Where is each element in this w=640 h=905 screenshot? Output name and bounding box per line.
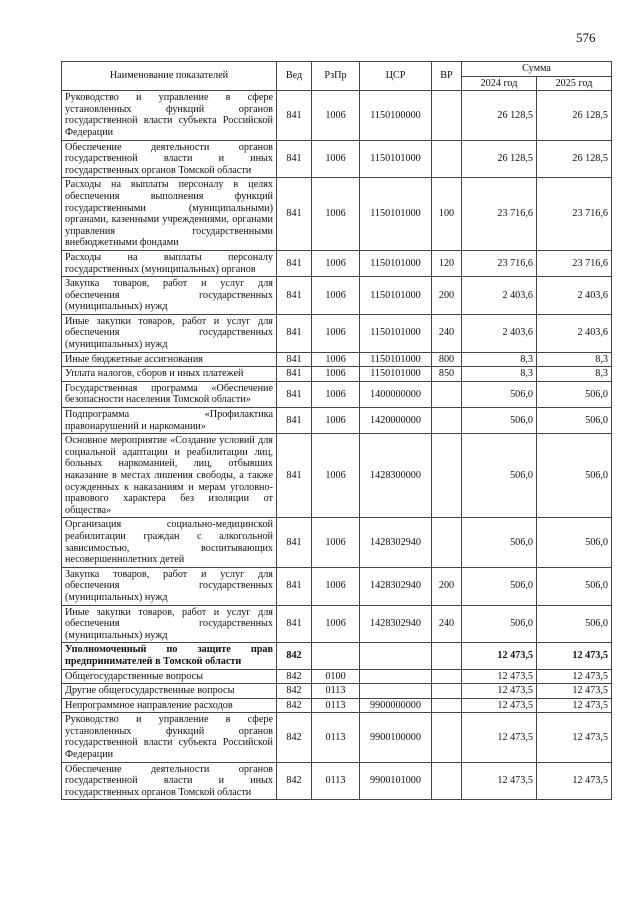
row-rzpr: 1006 (312, 367, 360, 382)
row-csr: 1150101000 (360, 178, 432, 251)
table-body (62, 91, 612, 800)
row-vr (432, 684, 462, 699)
row-vr: 240 (432, 314, 462, 352)
row-ved: 841 (277, 408, 312, 434)
row-sum-2024: 12 473,5 (462, 698, 537, 713)
row-name: Другие общегосударственные вопросы (62, 684, 277, 699)
row-vr (432, 91, 462, 140)
row-sum-2024: 12 473,5 (462, 669, 537, 684)
row-name: Уполномоченный по защите прав предпринимателей в Томской области (62, 643, 277, 669)
row-csr: 1428302940 (360, 567, 432, 605)
row-name: Закупка товаров, работ и услуг для обеспечения государственных (муниципальных) нужд (62, 567, 277, 605)
row-name: Подпрограмма «Профилактика правонарушений и наркомании» (62, 408, 277, 434)
row-sum-2024: 26 128,5 (462, 91, 537, 140)
row-name: Основное мероприятие «Создание условий для социальной адаптации и реабилитации лиц, больных наркоманией, лиц, отбывших наказание в местах лишения свободы, а также осужденных к наказаниям и мерам уголовно-правового характера без изоляции от общества» (62, 434, 277, 518)
row-csr (360, 669, 432, 684)
row-ved: 841 (277, 314, 312, 352)
row-vr (432, 669, 462, 684)
row-csr: 1428302940 (360, 518, 432, 567)
row-sum-2025: 12 473,5 (537, 762, 612, 800)
row-vr (432, 713, 462, 762)
row-rzpr: 1006 (312, 91, 360, 140)
row-csr: 1400000000 (360, 381, 432, 407)
table-row (62, 684, 612, 699)
row-sum-2024: 12 473,5 (462, 643, 537, 669)
row-vr (432, 518, 462, 567)
row-ved: 841 (277, 277, 312, 315)
row-ved: 841 (277, 567, 312, 605)
row-sum-2025: 506,0 (537, 381, 612, 407)
table-row (62, 713, 612, 762)
table-header (62, 62, 612, 91)
row-sum-2024: 12 473,5 (462, 762, 537, 800)
row-vr: 800 (432, 352, 462, 367)
table-row (62, 352, 612, 367)
header-ved: Вед (277, 62, 312, 91)
table-row (62, 178, 612, 251)
table-row (62, 314, 612, 352)
row-sum-2024: 506,0 (462, 434, 537, 518)
row-name: Расходы на выплаты персоналу государственных (муниципальных) органов (62, 250, 277, 276)
row-sum-2025: 26 128,5 (537, 140, 612, 178)
row-ved: 842 (277, 643, 312, 669)
row-sum-2025: 2 403,6 (537, 314, 612, 352)
row-csr: 1150101000 (360, 352, 432, 367)
table-row (62, 643, 612, 669)
row-name: Обеспечение деятельности органов государственной власти и иных государственных органов Томской области (62, 140, 277, 178)
row-ved: 841 (277, 518, 312, 567)
row-rzpr: 0113 (312, 698, 360, 713)
row-sum-2024: 23 716,6 (462, 250, 537, 276)
row-csr: 1150100000 (360, 91, 432, 140)
row-sum-2024: 2 403,6 (462, 314, 537, 352)
row-sum-2024: 2 403,6 (462, 277, 537, 315)
row-sum-2024: 8,3 (462, 367, 537, 382)
row-sum-2025: 506,0 (537, 434, 612, 518)
row-rzpr: 0113 (312, 684, 360, 699)
row-rzpr: 1006 (312, 605, 360, 643)
row-rzpr: 1006 (312, 314, 360, 352)
row-csr: 1420000000 (360, 408, 432, 434)
row-name: Закупка товаров, работ и услуг для обеспечения государственных (муниципальных) нужд (62, 277, 277, 315)
row-ved: 841 (277, 605, 312, 643)
row-sum-2024: 8,3 (462, 352, 537, 367)
header-year-2025: 2025 год (537, 76, 612, 91)
row-rzpr: 1006 (312, 277, 360, 315)
row-sum-2024: 26 128,5 (462, 140, 537, 178)
row-name: Обеспечение деятельности органов государственной власти и иных государственных органов Томской области (62, 762, 277, 800)
row-csr: 1428300000 (360, 434, 432, 518)
row-csr: 9900100000 (360, 713, 432, 762)
table-row (62, 140, 612, 178)
header-sum: Сумма (462, 62, 612, 77)
row-csr: 1150101000 (360, 277, 432, 315)
row-sum-2024: 506,0 (462, 567, 537, 605)
row-vr: 120 (432, 250, 462, 276)
table-row (62, 518, 612, 567)
row-vr: 100 (432, 178, 462, 251)
row-rzpr: 0113 (312, 713, 360, 762)
row-ved: 841 (277, 352, 312, 367)
row-name: Руководство и управление в сфере установленных функций органов государственной власти субъекта Российской Федерации (62, 713, 277, 762)
row-sum-2024: 12 473,5 (462, 713, 537, 762)
table-row (62, 434, 612, 518)
row-sum-2025: 8,3 (537, 352, 612, 367)
row-name: Общегосударственные вопросы (62, 669, 277, 684)
row-name: Иные закупки товаров, работ и услуг для обеспечения государственных (муниципальных) нужд (62, 605, 277, 643)
row-sum-2025: 12 473,5 (537, 669, 612, 684)
row-ved: 841 (277, 91, 312, 140)
row-vr: 240 (432, 605, 462, 643)
row-ved: 841 (277, 250, 312, 276)
row-vr (432, 434, 462, 518)
row-vr (432, 140, 462, 178)
row-ved: 841 (277, 381, 312, 407)
row-rzpr: 0100 (312, 669, 360, 684)
header-year-2024: 2024 год (462, 76, 537, 91)
row-ved: 842 (277, 713, 312, 762)
table-row (62, 567, 612, 605)
table-row (62, 408, 612, 434)
row-name: Расходы на выплаты персоналу в целях обеспечения выполнения функций государственными (муниципальными) органами, казенными учреждениями, органами управления государственными внебюджетными фондами (62, 178, 277, 251)
budget-table (61, 61, 612, 800)
table-row (62, 762, 612, 800)
row-csr: 1428302940 (360, 605, 432, 643)
row-ved: 841 (277, 140, 312, 178)
row-rzpr: 1006 (312, 408, 360, 434)
table-row (62, 367, 612, 382)
row-csr: 1150101000 (360, 314, 432, 352)
row-sum-2025: 23 716,6 (537, 250, 612, 276)
row-vr: 200 (432, 567, 462, 605)
row-rzpr: 1006 (312, 250, 360, 276)
row-csr: 1150101000 (360, 367, 432, 382)
row-sum-2025: 2 403,6 (537, 277, 612, 315)
row-csr (360, 643, 432, 669)
page-number: 576 (576, 30, 596, 45)
row-sum-2025: 8,3 (537, 367, 612, 382)
row-sum-2024: 23 716,6 (462, 178, 537, 251)
row-name: Государственная программа «Обеспечение безопасности населения Томской области» (62, 381, 277, 407)
row-csr: 1150101000 (360, 250, 432, 276)
header-vr: ВР (432, 62, 462, 91)
table-row (62, 91, 612, 140)
row-ved: 842 (277, 762, 312, 800)
row-csr (360, 684, 432, 699)
row-csr: 1150101000 (360, 140, 432, 178)
row-vr (432, 643, 462, 669)
row-name: Непрограммное направление расходов (62, 698, 277, 713)
row-sum-2024: 506,0 (462, 518, 537, 567)
row-ved: 841 (277, 367, 312, 382)
row-sum-2025: 506,0 (537, 567, 612, 605)
row-sum-2024: 506,0 (462, 381, 537, 407)
table-row (62, 698, 612, 713)
table-row (62, 277, 612, 315)
row-name: Иные бюджетные ассигнования (62, 352, 277, 367)
row-ved: 841 (277, 178, 312, 251)
row-vr: 850 (432, 367, 462, 382)
row-rzpr: 1006 (312, 518, 360, 567)
row-sum-2025: 23 716,6 (537, 178, 612, 251)
row-vr (432, 381, 462, 407)
row-rzpr: 1006 (312, 178, 360, 251)
row-sum-2024: 12 473,5 (462, 684, 537, 699)
row-vr: 200 (432, 277, 462, 315)
row-vr (432, 762, 462, 800)
row-vr (432, 698, 462, 713)
row-sum-2025: 506,0 (537, 605, 612, 643)
row-sum-2025: 12 473,5 (537, 713, 612, 762)
row-rzpr: 1006 (312, 381, 360, 407)
row-sum-2024: 506,0 (462, 408, 537, 434)
header-csr: ЦСР (360, 62, 432, 91)
row-ved: 842 (277, 684, 312, 699)
table-row (62, 605, 612, 643)
row-name: Иные закупки товаров, работ и услуг для обеспечения государственных (муниципальных) нужд (62, 314, 277, 352)
row-rzpr: 1006 (312, 140, 360, 178)
row-ved: 842 (277, 669, 312, 684)
row-rzpr: 1006 (312, 434, 360, 518)
row-sum-2024: 506,0 (462, 605, 537, 643)
row-vr (432, 408, 462, 434)
table-row (62, 669, 612, 684)
row-sum-2025: 506,0 (537, 408, 612, 434)
row-rzpr: 1006 (312, 567, 360, 605)
row-rzpr (312, 643, 360, 669)
row-rzpr: 0113 (312, 762, 360, 800)
row-sum-2025: 26 128,5 (537, 91, 612, 140)
row-ved: 841 (277, 434, 312, 518)
row-name: Руководство и управление в сфере установленных функций органов государственной власти субъекта Российской Федерации (62, 91, 277, 140)
row-sum-2025: 12 473,5 (537, 643, 612, 669)
table-row (62, 250, 612, 276)
header-rzpr: РзПр (312, 62, 360, 91)
row-sum-2025: 506,0 (537, 518, 612, 567)
row-sum-2025: 12 473,5 (537, 698, 612, 713)
table-row (62, 381, 612, 407)
row-csr: 9900000000 (360, 698, 432, 713)
row-sum-2025: 12 473,5 (537, 684, 612, 699)
row-ved: 842 (277, 698, 312, 713)
row-name: Организация социально-медицинской реабилитации граждан с алкогольной зависимостью, воспитывающих несовершеннолетних детей (62, 518, 277, 567)
row-rzpr: 1006 (312, 352, 360, 367)
row-name: Уплата налогов, сборов и иных платежей (62, 367, 277, 382)
header-name: Наименование показателей (62, 62, 277, 91)
row-csr: 9900101000 (360, 762, 432, 800)
